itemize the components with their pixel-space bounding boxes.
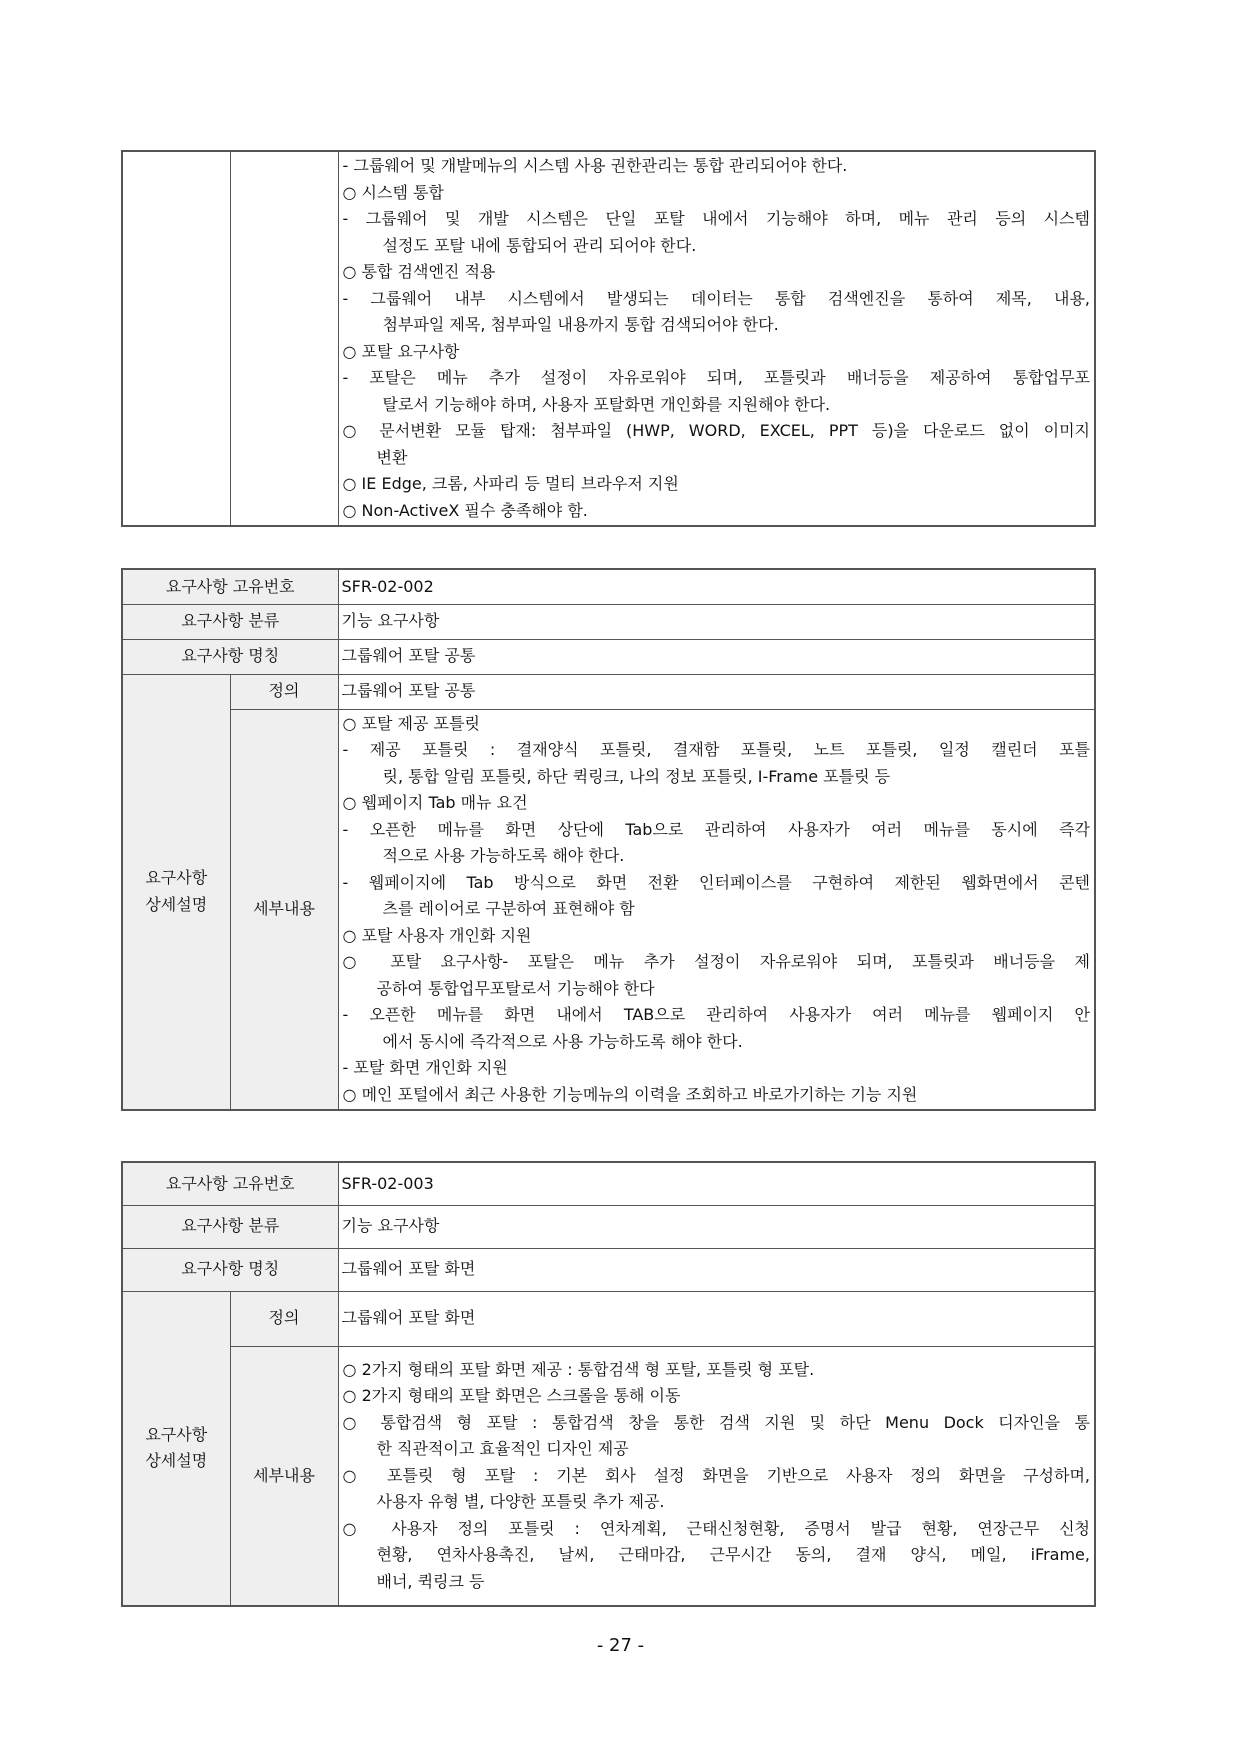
id-label: 요구사항 고유번호 xyxy=(122,1162,338,1205)
detail-label-line-2: 상세설명 xyxy=(145,894,208,914)
content-line: ○ 포탈 제공 포틀릿 xyxy=(342,713,480,733)
name-value: 그룹웨어 포탈 화면 xyxy=(338,1248,1095,1291)
content-line: 릿, 통합 알림 포틀릿, 하단 퀵링크, 나의 정보 포틀릿, I-Frame 포틀릿 등 xyxy=(382,766,891,786)
name-label: 요구사항 명칭 xyxy=(122,1248,338,1291)
definition-value: 그룹웨어 포탈 화면 xyxy=(338,1291,1095,1346)
detail-label-line-1: 요구사항 xyxy=(145,868,208,888)
name-label: 요구사항 명칭 xyxy=(122,639,338,674)
content-line: ○ Non-ActiveX 필수 충족해야 함. xyxy=(342,500,588,520)
detail-content-cell xyxy=(338,151,1095,526)
category-label: 요구사항 분류 xyxy=(122,604,338,639)
content-line: 설정도 포탈 내에 통합되어 관리 되어야 한다. xyxy=(382,235,697,255)
content-line: ○ 문서변환 모듈 탑재: 첨부파일 (HWP, WORD, EXCEL, PPT 등)을 다운로드 없이 이미지 xyxy=(342,421,1090,440)
detail-label-line-2: 상세설명 xyxy=(145,1451,208,1471)
detail-content-cell xyxy=(338,709,1095,1110)
content-line: 배너, 퀵링크 등 xyxy=(376,1571,485,1591)
content-line: - 그룹웨어 및 개발메뉴의 시스템 사용 권한관리는 통합 관리되어야 한다. xyxy=(342,156,848,175)
content-line: ○ 포틀릿 형 포탈 : 기본 회사 설정 화면을 기반으로 사용자 정의 화면을 구성하며, xyxy=(342,1465,1090,1485)
content-line: ○ 통합 검색엔진 적용 xyxy=(342,262,496,281)
content-line: - 그룹웨어 내부 시스템에서 발생되는 데이터는 통합 검색엔진을 통하여 제목, 내용, xyxy=(342,288,1090,308)
content-line: 공하여 통합업무포탈로서 기능해야 한다 xyxy=(376,978,655,998)
content-line: ○ 메인 포털에서 최근 사용한 기능메뉴의 이력을 조회하고 바로가기하는 기능 지원 xyxy=(342,1084,918,1104)
id-value: SFR-02-003 xyxy=(338,1162,1095,1205)
content-line: ○ 2가지 형태의 포탈 화면 제공 : 통합검색 형 포탈, 포틀릿 형 포탈. xyxy=(342,1359,815,1379)
id-value: SFR-02-002 xyxy=(338,569,1095,604)
detail-label-line-1: 요구사항 xyxy=(145,1424,208,1444)
content-label: 세부내용 xyxy=(230,1346,338,1606)
page-number: - 27 - xyxy=(596,1635,645,1656)
content-label: 세부내용 xyxy=(230,709,338,1110)
id-label: 요구사항 고유번호 xyxy=(122,569,338,604)
content-line: 현황, 연차사용촉진, 날씨, 근태마감, 근무시간 동의, 결재 양식, 메일, iFrame, xyxy=(376,1545,1090,1564)
content-line: ○ 포탈 사용자 개인화 지원 xyxy=(342,925,532,945)
name-value: 그룹웨어 포탈 공통 xyxy=(338,639,1095,674)
requirement-table-continued xyxy=(121,150,1096,527)
content-label-cell xyxy=(230,151,338,526)
content-line: - 그룹웨어 및 개발 시스템은 단일 포탈 내에서 기능해야 하며, 메뉴 관리 등의 시스템 xyxy=(342,209,1090,228)
content-line: ○ 2가지 형태의 포탈 화면은 스크롤을 통해 이동 xyxy=(342,1386,681,1405)
content-line: ○ IE Edge, 크롬, 사파리 등 멀티 브라우저 지원 xyxy=(342,474,679,493)
content-line: - 포탈 화면 개인화 지원 xyxy=(342,1058,508,1077)
detail-label xyxy=(122,1291,230,1606)
definition-label: 정의 xyxy=(230,1291,338,1346)
requirement-table-sfr-02-003 xyxy=(121,1161,1096,1607)
content-line: 한 직관적이고 효율적인 디자인 제공 xyxy=(376,1439,629,1458)
content-line: 에서 동시에 즉각적으로 사용 가능하도록 해야 한다. xyxy=(382,1031,743,1051)
category-label: 요구사항 분류 xyxy=(122,1205,338,1248)
definition-label: 정의 xyxy=(230,674,338,709)
content-line: - 제공 포틀릿 : 결재양식 포틀릿, 결재함 포틀릿, 노트 포틀릿, 일정 캘린더 포틀 xyxy=(342,740,1090,759)
content-line: ○ 통합검색 형 포탈 : 통합검색 창을 통한 검색 지원 및 하단 Menu Dock 디자인을 통 xyxy=(342,1412,1090,1432)
category-value: 기능 요구사항 xyxy=(338,1205,1095,1248)
content-line: ○ 시스템 통합 xyxy=(342,182,444,202)
detail-label xyxy=(122,674,230,1110)
content-line: 탈로서 기능해야 하며, 사용자 포탈화면 개인화를 지원해야 한다. xyxy=(382,394,831,414)
content-line: - 오픈한 메뉴를 화면 상단에 Tab으로 관리하여 사용자가 여러 메뉴를 동시에 즉각 xyxy=(342,819,1090,839)
definition-value: 그룹웨어 포탈 공통 xyxy=(338,674,1095,709)
content-line: ○ 포탈 요구사항- 포탈은 메뉴 추가 설정이 자유로워야 되며, 포틀릿과 배너등을 제 xyxy=(342,952,1090,971)
content-line: 사용자 유형 별, 다양한 포틀릿 추가 제공. xyxy=(376,1492,665,1511)
detail-content-cell xyxy=(338,1346,1095,1606)
content-line: 첨부파일 제목, 첨부파일 내용까지 통합 검색되어야 한다. xyxy=(382,315,779,334)
content-line: ○ 사용자 정의 포틀릿 : 연차계획, 근태신청현황, 증명서 발급 현황, 연장근무 신청 xyxy=(342,1518,1090,1538)
content-line: 츠를 레이어로 구분하여 표현해야 함 xyxy=(382,899,635,918)
category-value: 기능 요구사항 xyxy=(338,604,1095,639)
content-line: 적으로 사용 가능하도록 해야 한다. xyxy=(382,846,625,865)
content-line: 변환 xyxy=(376,447,408,467)
requirement-table-sfr-02-002 xyxy=(121,568,1096,1111)
detail-label-cell xyxy=(122,151,230,526)
content-line: - 웹페이지에 Tab 방식으로 화면 전환 인터페이스를 구현하여 제한된 웹화면에서 콘텐 xyxy=(342,872,1090,892)
content-line: ○ 웹페이지 Tab 매뉴 요건 xyxy=(342,793,528,812)
content-line: - 포탈은 메뉴 추가 설정이 자유로워야 되며, 포틀릿과 배너등을 제공하여 통합업무포 xyxy=(342,368,1090,387)
content-line: - 오픈한 메뉴를 화면 내에서 TAB으로 관리하여 사용자가 여러 메뉴를 웹페이지 안 xyxy=(342,1005,1090,1024)
content-line: ○ 포탈 요구사항 xyxy=(342,341,460,361)
